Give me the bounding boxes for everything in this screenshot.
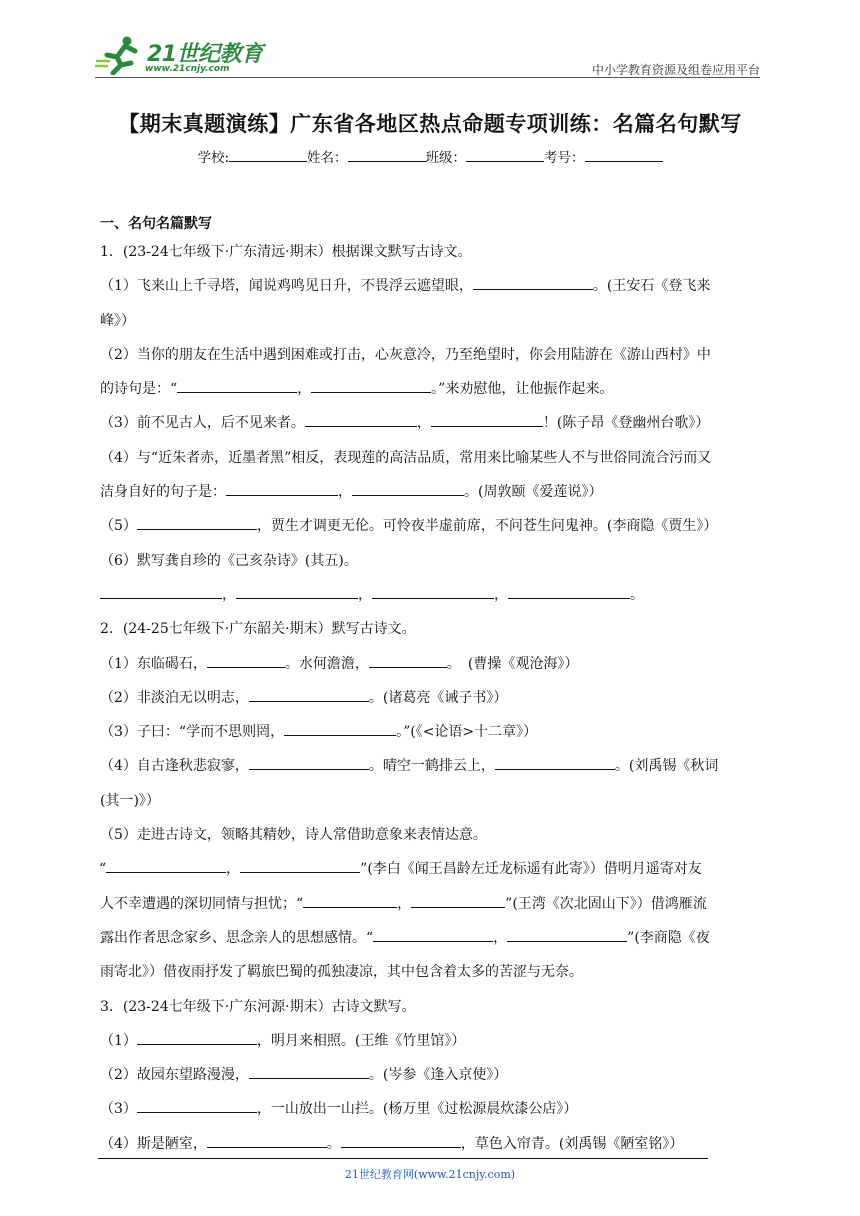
q2-sub2	[100, 681, 762, 715]
q2-sub4-cont	[100, 784, 762, 818]
text: “	[99, 861, 107, 878]
answer-blank	[508, 584, 630, 599]
answer-blank	[341, 1133, 461, 1148]
exam-no-blank	[585, 148, 663, 162]
q3-sub3	[100, 1092, 762, 1126]
q1-sub4-cont	[100, 475, 762, 509]
q2-sub3	[100, 715, 762, 749]
exam-no-label: 考号：	[544, 150, 585, 166]
q1-sub3	[100, 406, 762, 440]
answer-blank	[305, 412, 417, 427]
answer-blank	[207, 1133, 327, 1148]
answer-blank	[137, 515, 257, 530]
text: 峰》）	[100, 312, 135, 329]
school-label: 学校:	[197, 150, 230, 166]
text: 雨寄北》）借夜雨抒发了羁旅巴蜀的孤独凄凉，其中包含着太多的苦涩与无奈。	[100, 964, 583, 981]
text: （1）东临碣石，	[100, 655, 207, 672]
text: 。”(《<论语>十二章》）	[396, 724, 538, 741]
text: 。(周敦颐《爱莲说》）	[464, 484, 603, 501]
text: ，	[226, 861, 241, 878]
text: （5）走进古诗文，领略其精妙，诗人常借助意象来表情达意。	[100, 827, 487, 844]
q2-sub5-line4	[100, 955, 762, 989]
text: （2）故园东望路漫漫，	[100, 1067, 249, 1084]
page-header	[95, 35, 760, 83]
q1-sub2	[100, 338, 762, 372]
answer-blank	[240, 858, 360, 873]
text: 洁身自好的句子是：	[100, 484, 226, 501]
text: （1）飞来山上千寻塔，闻说鸡鸣见日升，不畏浮云遮望眼，	[100, 278, 473, 295]
text: 。 (曹操《观沧海》）	[446, 655, 579, 672]
answer-blank	[284, 721, 396, 736]
answer-blank	[249, 755, 369, 770]
text: （4）自古逢秋悲寂寥，	[100, 758, 249, 775]
text: （4）斯是陋室，	[100, 1135, 207, 1152]
text: ”(王湾《次北固山下》）借鸿雁流	[505, 895, 707, 912]
q3-sub2	[100, 1058, 762, 1092]
text: ，	[493, 929, 508, 946]
name-label: 姓名：	[307, 150, 348, 166]
text: 露出作者思念家乡、思念亲人的思想感情。“	[100, 929, 374, 946]
question-stem	[100, 612, 762, 646]
q2-sub1	[100, 647, 762, 681]
text: ，	[358, 586, 372, 603]
text: ，	[297, 381, 312, 398]
q2-stem: 2．(24-25七年级下·广东韶关·期末）默写古诗文。	[100, 621, 416, 638]
answer-blank	[137, 1098, 257, 1113]
text: 。水何澹澹，	[284, 655, 369, 672]
text: （3）子曰：“学而不思则罔，	[100, 724, 285, 741]
text: 。	[630, 586, 644, 603]
question-stem	[100, 990, 762, 1024]
class-label: 班级：	[425, 150, 467, 166]
answer-blank	[411, 893, 505, 908]
text: 。晴空一鹤排云上，	[368, 758, 495, 775]
text: （3）前不见古人，后不见来者。	[100, 415, 305, 432]
text: 。(刘禹锡《秋词	[614, 758, 719, 775]
text: （1）	[100, 1032, 137, 1049]
logo	[95, 35, 295, 79]
footer-text: 21世纪教育网(www.21cnjy.com)	[344, 1168, 516, 1181]
text: 。(岑参《逢入京使》）	[368, 1067, 508, 1084]
answer-blank	[100, 584, 222, 599]
q1-sub6	[100, 544, 762, 578]
name-blank	[348, 148, 426, 162]
q1-sub5	[100, 509, 762, 543]
q3-sub4	[100, 1127, 762, 1161]
answer-blank	[226, 481, 338, 496]
q2-sub5-line2	[100, 887, 762, 921]
answer-blank	[177, 378, 297, 393]
class-blank	[466, 148, 544, 162]
answer-blank	[207, 653, 285, 668]
text: （4）与“近朱者赤，近墨者黑”相反，表现莲的高洁品质，常用来比喻某些人不与世俗同流合污而又	[100, 449, 712, 466]
text: 。	[326, 1135, 341, 1152]
q2-sub4	[100, 749, 762, 783]
answer-blank	[236, 584, 358, 599]
text: ，	[416, 415, 431, 432]
text: ！(陈子昂《登幽州台歌》）	[542, 415, 710, 432]
section-title: 一、名句名篇默写	[100, 216, 212, 232]
q1-sub2-cont	[100, 372, 762, 406]
text: ，草色入帘青。(刘禹锡《陋室铭》）	[460, 1135, 684, 1152]
answer-blank	[311, 378, 431, 393]
text: 人不幸遭遇的深切同情与担忧；“	[100, 895, 304, 912]
text: ”(李商隐《夜	[627, 929, 710, 946]
text: (其一)》）	[100, 792, 160, 809]
answer-blank	[369, 653, 447, 668]
logo-url: www.21cnjy.com	[145, 64, 230, 74]
text: （3）	[100, 1101, 137, 1118]
text: ，贾生才调更无伦。可怜夜半虚前席，不问苍生问鬼神。(李商隐《贾生》）	[256, 518, 718, 535]
answer-blank	[473, 275, 593, 290]
text: ，	[397, 895, 412, 912]
text: 。”来劝慰他，让他振作起来。	[431, 381, 614, 398]
text: ，	[494, 586, 508, 603]
text: ，一山放出一山拦。(杨万里《过松源晨炊漆公店》）	[256, 1101, 578, 1118]
q1-stem: 1．(23-24七年级下·广东清远·期末）根据课文默写古诗文。	[100, 244, 472, 260]
answer-blank	[372, 584, 494, 599]
footer-divider	[98, 1158, 708, 1159]
text: ，	[222, 586, 236, 603]
text: （2）非淡泊无以明志，	[100, 689, 249, 706]
answer-blank	[249, 1064, 369, 1079]
text: （2）当你的朋友在生活中遇到困难或打击，心灰意冷，乃至绝望时，你会用陆游在《游山西村》中	[100, 346, 711, 363]
q2-sub5-line3	[100, 921, 762, 955]
text: 。(王安石《登飞来	[592, 278, 711, 295]
answer-blank	[249, 687, 369, 702]
q1-sub1-cont	[100, 304, 762, 338]
question-stem	[100, 235, 762, 269]
answer-blank	[431, 412, 543, 427]
text: 的诗句是：“	[100, 381, 178, 398]
answer-blank	[303, 893, 397, 908]
q1-sub4	[100, 441, 762, 475]
school-blank	[229, 148, 307, 162]
answer-blank	[507, 927, 627, 942]
header-divider	[95, 77, 760, 78]
text: ，	[338, 484, 352, 501]
text: ，明月来相照。(王维《竹里馆》）	[256, 1032, 466, 1049]
student-info-line	[0, 146, 860, 166]
q2-sub5-line1	[99, 852, 762, 886]
q1-sub1	[100, 269, 762, 303]
logo-text: 21世纪教育	[147, 42, 263, 67]
answer-blank	[373, 927, 493, 942]
text: 。(诸葛亮《诫子书》）	[368, 689, 508, 706]
text: （5）	[100, 518, 137, 535]
page-title: 【期末真题演练】广东省各地区热点命题专项训练：名篇名句默写	[118, 111, 742, 136]
q3-stem: 3．(23-24七年级下·广东河源·期末）古诗文默写。	[100, 998, 416, 1015]
answer-blank	[495, 755, 615, 770]
runner-logo-icon	[95, 35, 145, 75]
q3-sub1	[100, 1024, 762, 1058]
text: ”(李白《闻王昌龄左迁龙标遥有此寄》）借明月遥寄对友	[360, 861, 702, 878]
platform-name: 中小学教育资源及组卷应用平台	[591, 63, 760, 77]
question-body	[100, 235, 762, 1161]
q2-sub5	[100, 818, 762, 852]
answer-blank	[352, 481, 464, 496]
text: （6）默写龚自珍的《己亥杂诗》(其五)。	[100, 552, 358, 569]
answer-blank	[106, 858, 226, 873]
q1-sub6-answers	[100, 578, 762, 612]
answer-blank	[137, 1030, 257, 1045]
